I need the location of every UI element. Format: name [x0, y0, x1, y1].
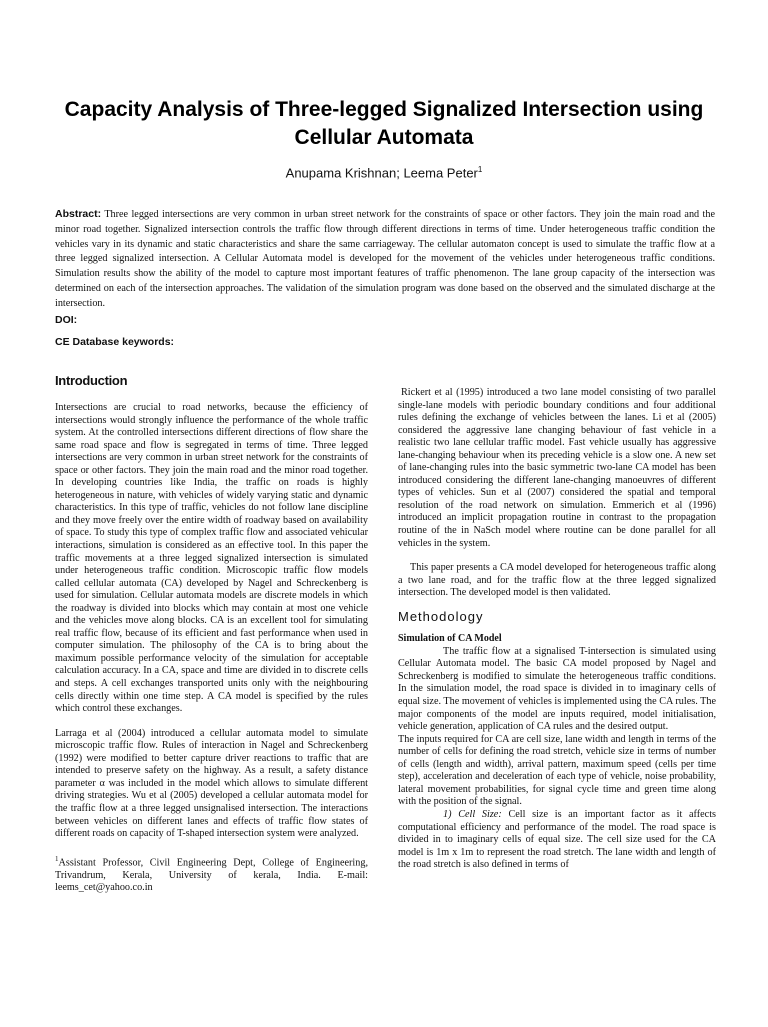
- author-line: [40, 162, 728, 181]
- intro-paragraph-2: Larraga et al (2004) introduced a cellular automata model to simulate microscopic traffic flow. Rules of interaction in Nagel and Schreckenberg (1992) were modified to better capture driver reactions to traffic that are intended to preserve safety on the highway. As a result, a safety distance parameter α was included in the model which allows to simulate different driving strategies. Wu et al (2005) developed a cellular automata model for the traffic flow at a three legged unsignalised intersection. The interactions between vehicles on different lanes and effects of traffic flow states of different roads on capacity of T-shaped intersection system were analyzed.: [55, 727, 368, 840]
- footnote-mark: 1: [55, 854, 59, 863]
- right-paragraph-2: This paper presents a CA model developed for heterogeneous traffic along a two lane road, and for the traffic flow at the three legged signalized intersection. The developed model is then validated.: [398, 562, 716, 599]
- cell-size-label: 1) Cell Size:: [443, 808, 502, 820]
- right-paragraph-3: The traffic flow at a signalised T-intersection is simulated using Cellular Automata model. The basic CA model proposed by Nagel and Schreckenberg is modified to simulate the heterogeneous traffic conditions. In the simulation model, the road space is divided in to imaginary cells of equal size. The movement of vehicles is implemented using the CA rules. The major components of the model are inputs required, model initialisation, vehicle generation, application of CA rules and the desired output.: [398, 645, 716, 733]
- right-paragraph-4: The inputs required for CA are cell size, lane width and length in terms of the number of cells for defining the road stretch, vehicle size in terms of number of cells (length and width), arrival pattern, maximum speed (cells per time step), acceleration and deceleration of each type of vehicle, noise probability, lateral movement probabilities, for signal cycle time and green time along with the position of the signal.: [398, 733, 716, 808]
- cell-size-text: Cell size is an important factor as it affects computational efficiency and performance of the model. The road space is divided in to imaginary cells of equal size. The cell size used for the CA model is 1m x 1m to represent the road stretch. The lane width and length of the road stretch is also defined in terms of: [398, 808, 716, 871]
- doi-label: DOI:: [55, 314, 78, 326]
- footnote: [55, 853, 368, 895]
- right-paragraph-5: [398, 809, 716, 872]
- abstract-label: Abstract:: [55, 208, 102, 220]
- authors: Anupama Krishnan; Leema Peter: [285, 165, 478, 181]
- intro-paragraph-1: Intersections are crucial to road networks, because the efficiency of intersections would strongly influence the performance of the whole traffic system. At the controlled intersections different directions of flow share the same road space and flow is segregated in terms of time. Three legged intersections are very common in urban street network for the constraints of space or other factors. They join the main road and the minor road together. In developing countries like India, the traffic on roads is highly heterogeneous in nature, with vehicles of widely varying static and dynamic characteristics. In this type of traffic, vehicles do not follow lane discipline and they move freely over the entire width of roadway based on availability of space. To study this type of complex traffic flow and associated vehicular interactions, simulation is considered as an effective tool. In this paper the traffic movements at a three legged signalized intersection is simulated under heterogeneous traffic condition. Microscopic traffic flow models called cellular automata (CA) developed by Nagel and Schreckenberg is used for simulation. Cellular automata models are discrete models in which the roadway is divided into blocks which may contain at most one vehicle and the vehicles move along blocks. CA is an excellent tool for simulating real traffic flow, because of its efficient and fast performance when used in computer simulation. The philosophy of the CA is to bring about the maximum possible performance velocity of the simulation for acceptable calculation accuracy. In a CA, space and time are divided in to discrete cells and steps. A cell exchanges transported units only with the neighbouring cells directly within one time step. A CA model is specified by the rules which control these exchanges.: [55, 402, 368, 715]
- methodology-heading: Methodology: [398, 608, 484, 624]
- right-paragraph-1: Rickert et al (1995) introduced a two lane model consisting of two parallel single-lane models with periodic boundary conditions and four additional rules defining the exchange of vehicles between the lanes. Li et al (2005) considered the aggressive lane changing behaviour of fast vehicle in a realistic two lane cellular traffic model. Fast vehicle usually has aggressive lane-changing behaviour when its preceding vehicle is a slow one. A new set of lane-changing rules into the basic symmetric two-lane CA model has been introduced considering the different lane-changing manoeuvres of different types of vehicles. Sun et al (2007) considered the spatial and temporal resolution of the road network on simulation. Emmerich et al (1996) introduced an implicit propagation routine in contrast to the propagation routine of the in NaSch model where routine can be done parallel for all vehicles in the system.: [398, 387, 716, 549]
- abstract-text: Three legged intersections are very common in urban street network for the constraints of space or other factors. They join the main road and the minor road together. Signalized intersection controls the traffic flow through different directions in terms of time. Under heterogeneous traffic condition the vehicles vary in its dynamic and static characteristics and share the same carriageway. The cellular automaton concept is used to simulate the traffic flow at a three legged signalized intersection. A Cellular Automata model is developed for the movement of the vehicles under heterogeneous traffic conditions. Simulation results show the ability of the model to capture most important features of traffic phenomenon. The lane group capacity of the intersection was determined on each of the intersection approaches. The validation of the simulation program was done based on the observed and the simulated discharge at the intersection.: [55, 209, 715, 309]
- author-footnote-mark: 1: [477, 165, 483, 174]
- introduction-heading: Introduction: [55, 373, 128, 388]
- right-column: [398, 387, 716, 1027]
- paper-title: Capacity Analysis of Three-legged Signalized Intersection using Cellular Automata: [64, 98, 704, 149]
- abstract: [55, 207, 715, 312]
- left-column: [55, 402, 368, 895]
- footnote-text: Assistant Professor, Civil Engineering Dept, College of Engineering, Trivandrum, Kerala, University of kerala, India. E-mail: leems_cet@yahoo.co.in: [55, 856, 368, 894]
- simulation-subheading: Simulation of CA Model: [398, 633, 502, 645]
- keywords-label: CE Database keywords:: [55, 336, 175, 348]
